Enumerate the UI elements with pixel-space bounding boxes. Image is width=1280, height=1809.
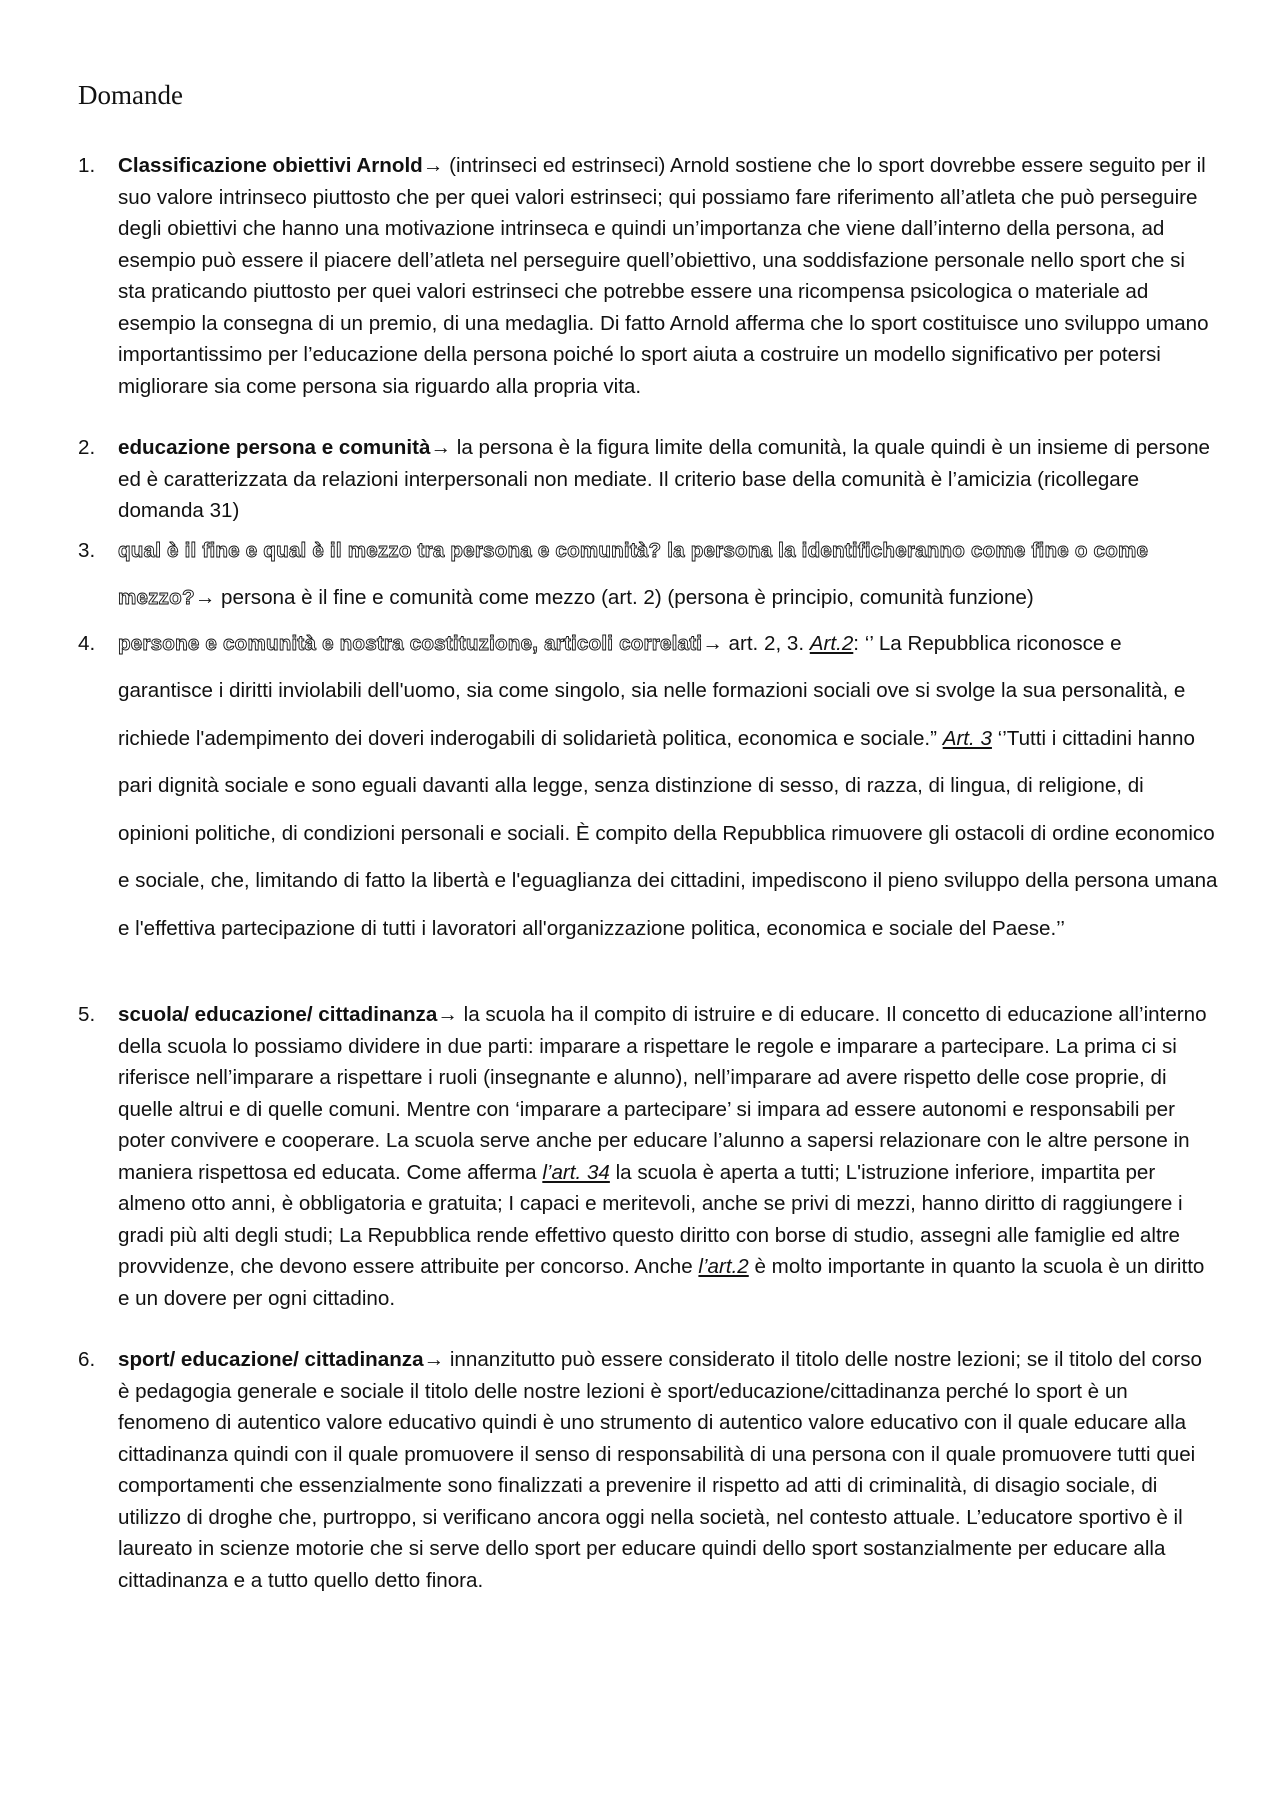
arrow-right-icon: → [423,1348,445,1371]
question-answer-part: ‘’Tutti i cittadini hanno pari dignità sociale e sono eguali davanti alla legge, senza distinzione di sesso, di razza, di lingua, di religione, di opinioni politiche, di condizioni personali e sociali. È compito della Repubblica rimuovere gli ostacoli di ordine economico e sociale, che, limitando di fatto la libertà e l'eguaglianza dei cittadini, impediscono il pieno sviluppo della persona umana e l'effettiva partecipazione di tutti i lavoratori all'organizzazione politica, economica e sociale del Paese.’’ [118,726,1218,940]
question-item-5 [78,999,1218,1314]
question-heading: persone e comunità e nostra costituzione, articoli correlati [118,631,703,655]
article-reference: l’art. 34 [542,1160,610,1184]
document-title: Domande [78,80,183,110]
question-item-2 [78,432,1218,527]
article-reference: l’art.2 [698,1255,749,1278]
question-heading: qual è il fine e qual è il mezzo tra persona e comunità? la persona la identificheranno come fine o come mezzo? [118,538,1149,609]
article-reference: Art.2 [809,631,854,655]
question-heading: Classificazione obiettivi Arnold [118,154,423,177]
question-item-3 [78,527,1218,622]
question-answer-part: è molto importante in quanto la scuola è un diritto e un dovere per ogni cittadino. [118,1255,1205,1310]
question-item-6 [78,1344,1218,1596]
article-reference: Art. 3 [942,726,992,750]
question-item-4 [78,620,1218,953]
question-heading: sport/ educazione/ cittadinanza [118,1348,424,1371]
arrow-right-icon: → [437,1003,458,1026]
arrow-right-icon: → [422,154,444,177]
question-answer-part: art. 2, 3. [722,631,810,655]
question-number: 3. [78,538,96,562]
question-answer: (intrinseci ed estrinseci) Arnold sostiene che lo sport dovrebbe essere seguito per il suo valore intrinseco piuttosto che per quei valori estrinseci; qui possiamo fare riferimento all’atleta che può perseguire degli obiettivi che hanno una motivazione intrinseca e quindi un’importanza che viene dall’interno della persona, ad esempio può essere il piacere dell’atleta nel perseguire quell’obiettivo, una soddisfazione personale nello sport che si sta praticando piuttosto per quei valori estrinseci che potrebbe essere una ricompensa psicologica o materiale ad esempio la consegna di un premio, di una medaglia. Di fatto Arnold afferma che lo sport costituisce uno sviluppo umano importantissimo per l’educazione della persona poiché lo sport aiuta a costruire un modello significativo per potersi migliorare sia come persona sia riguardo alla propria vita. [118,154,1209,398]
question-number: 1. [78,154,96,177]
arrow-right-icon: → [702,631,723,655]
arrow-right-icon: → [194,586,216,609]
question-list [78,150,1218,1596]
question-number: 6. [78,1348,96,1371]
question-answer: innanzitutto può essere considerato il titolo delle nostre lezioni; se il titolo del corso è pedagogia generale e sociale il titolo delle nostre lezioni è sport/educazione/cittadinanza perché lo sport è un fenomeno di autentico valore educativo quindi è uno strumento di autentico valore educativo con il quale educare alla cittadinanza quindi con il quale promuovere il senso di responsabilità di una persona con il quale promuovere tutti quei comportamenti che essenzialmente sono finalizzati a prevenire il rispetto ad atti di criminalità, di disagio sociale, di utilizzo di droghe che, purtroppo, si verificano ancora oggi nella società, nel contesto attuale. L’educatore sportivo è il laureato in scienze motorie che si serve dello sport per educare quindi dello sport sostanzialmente per educare alla cittadinanza e a tutto quello detto finora. [118,1348,1202,1592]
question-item-1 [78,150,1218,402]
question-number: 5. [78,1003,96,1026]
arrow-right-icon: → [430,436,452,459]
question-number: 2. [78,436,96,459]
question-heading: scuola/ educazione/ cittadinanza [118,1003,438,1026]
question-answer-part: la scuola è aperta a tutti; L'istruzione inferiore, impartita per almeno otto anni, è obbligatoria e gratuita; I capaci e meritevoli, anche se privi di mezzi, hanno diritto di raggiungere i gradi più alti degli studi; La Repubblica rende effettivo questo diritto con borse di studio, assegni alle famiglie ed altre provvidenze, che devono essere attribuite per concorso. Anche [118,1160,1183,1278]
question-answer-part: : ‘’ La Repubblica riconosce e garantisce i diritti inviolabili dell'uomo, sia come singolo, sia nelle formazioni sociali ove si svolge la sua personalità, e richiede l'adempimento dei doveri inderogabili di solidarietà politica, economica e sociale.” [118,631,1186,750]
question-heading: educazione persona e comunità [118,436,431,459]
question-answer-part: la scuola ha il compito di istruire e di educare. Il concetto di educazione all’interno della scuola lo possiamo dividere in due parti: imparare a rispettare le regole e imparare a partecipare. La prima ci si riferisce nell’imparare a rispettare i ruoli (insegnante e alunno), nell’imparare ad avere rispetto delle cose proprie, di quelle altrui e di quelle comuni. Mentre con ‘imparare a partecipare’ si impara ad essere autonomi e responsabili per poter convivere e cooperare. La scuola serve anche per educare l’alunno a sapersi relazionare con le altre persone in maniera rispettosa ed educata. Come afferma [118,1003,1207,1184]
question-answer: la persona è la figura limite della comunità, la quale quindi è un insieme di persone ed è caratterizzata da relazioni interpersonali non mediate. Il criterio base della comunità è l’amicizia (ricollegare domanda 31) [118,436,1211,522]
question-answer: persona è il fine e comunità come mezzo (art. 2) (persona è principio, comunità funzione) [215,586,1034,609]
question-number: 4. [78,631,96,655]
